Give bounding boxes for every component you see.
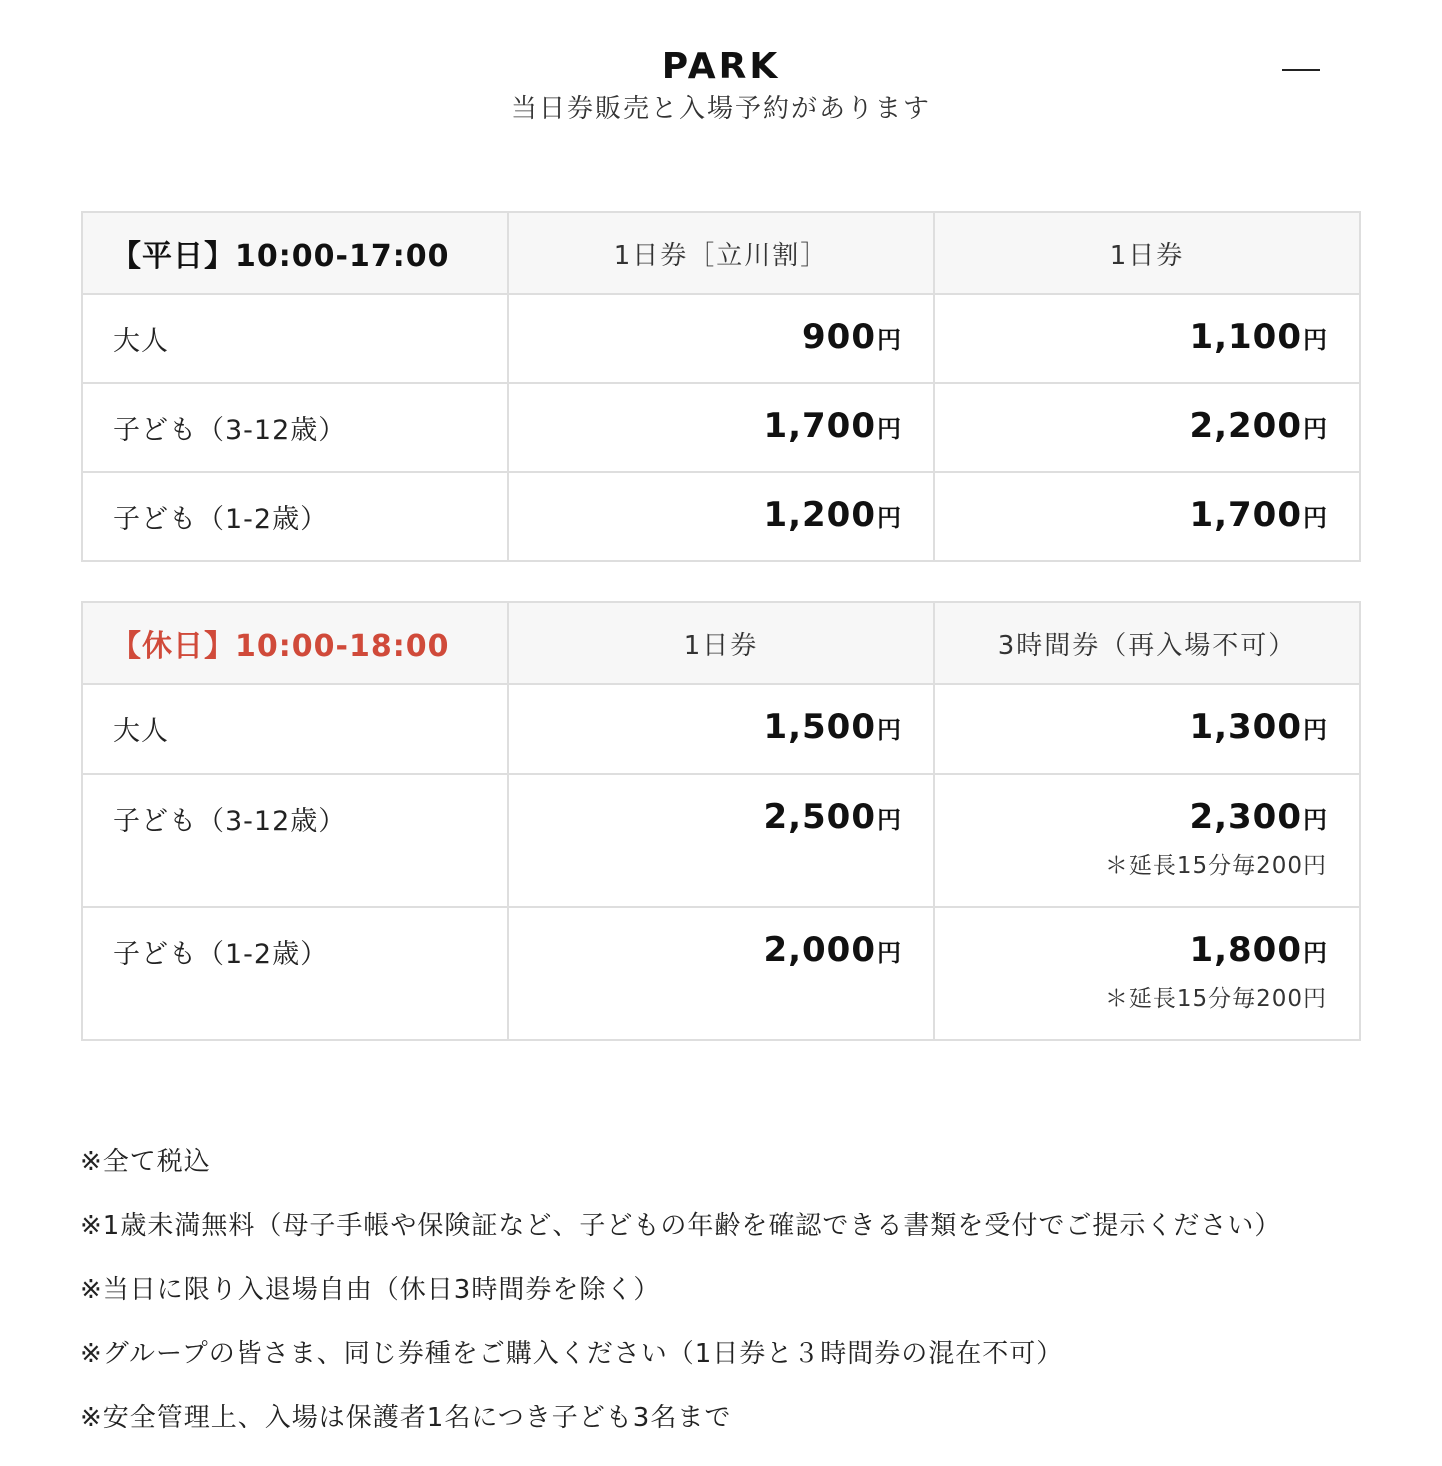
price-amount: 2,300	[1189, 797, 1302, 837]
price-amount: 2,500	[763, 797, 876, 837]
price-cell	[508, 294, 934, 383]
table-row	[82, 774, 1360, 907]
price-amount: 1,300	[1189, 707, 1302, 747]
column-header: 3時間券（再入場不可）	[934, 602, 1360, 684]
weekday-period-header: 【平日】10:00-17:00	[82, 212, 508, 294]
column-header: 1日券	[508, 602, 934, 684]
currency-unit: 円	[877, 716, 901, 744]
price-amount: 900	[802, 317, 876, 357]
price-cell	[934, 907, 1360, 1040]
currency-unit: 円	[877, 504, 901, 532]
weekday-price-table	[81, 211, 1361, 562]
note-item: ※1歳未満無料（母子手帳や保険証など、子どもの年齢を確認できる書類を受付でご提示ください）	[80, 1211, 1282, 1241]
price-cell	[508, 684, 934, 774]
holiday-price-table	[81, 601, 1361, 1041]
price-amount: 1,700	[1189, 495, 1302, 535]
price-cell	[508, 774, 934, 907]
extension-note: ＊延長15分毎200円	[1104, 986, 1327, 1012]
extension-note: ＊延長15分毎200円	[1104, 853, 1327, 879]
price-cell	[508, 907, 934, 1040]
price-cell	[508, 472, 934, 561]
price-cell	[934, 774, 1360, 907]
currency-unit: 円	[877, 415, 901, 443]
price-amount: 2,200	[1189, 406, 1302, 446]
price-cell	[508, 383, 934, 472]
menu-icon	[1282, 69, 1320, 71]
table-row	[82, 383, 1360, 472]
row-label: 子ども（1-2歳）	[82, 907, 508, 1040]
page-title: PARK	[661, 46, 781, 88]
table-row	[82, 472, 1360, 561]
menu-button[interactable]	[1270, 56, 1330, 86]
price-cell	[934, 383, 1360, 472]
price-amount: 1,100	[1189, 317, 1302, 357]
table-header-row	[82, 212, 1360, 294]
note-item: ※グループの皆さま、同じ券種をご購入ください（1日券と３時間券の混在不可）	[80, 1339, 1064, 1369]
price-amount: 1,500	[763, 707, 876, 747]
price-amount: 2,000	[763, 930, 876, 970]
price-amount: 1,200	[763, 495, 876, 535]
column-header: 1日券［立川割］	[508, 212, 934, 294]
page-subtitle: 当日券販売と入場予約があります	[510, 94, 931, 124]
column-header: 1日券	[934, 212, 1360, 294]
currency-unit: 円	[877, 806, 901, 834]
currency-unit: 円	[1303, 504, 1327, 532]
note-item: ※安全管理上、入場は保護者1名につき子ども3名まで	[80, 1403, 732, 1433]
row-label: 子ども（1-2歳）	[82, 472, 508, 561]
note-item: ※当日に限り入退場自由（休日3時間券を除く）	[80, 1275, 661, 1305]
holiday-period-header: 【休日】10:00-18:00	[82, 602, 508, 684]
note-item: ※全て税込	[80, 1147, 211, 1177]
currency-unit: 円	[1303, 716, 1327, 744]
notes-list	[80, 1140, 1360, 1460]
price-cell	[934, 294, 1360, 383]
table-header-row	[82, 602, 1360, 684]
price-cell	[934, 684, 1360, 774]
table-row	[82, 684, 1360, 774]
row-label: 子ども（3-12歳）	[82, 774, 508, 907]
row-label: 大人	[82, 684, 508, 774]
price-cell	[934, 472, 1360, 561]
currency-unit: 円	[1303, 806, 1327, 834]
table-row	[82, 294, 1360, 383]
currency-unit: 円	[1303, 415, 1327, 443]
currency-unit: 円	[1303, 326, 1327, 354]
currency-unit: 円	[877, 939, 901, 967]
price-amount: 1,700	[763, 406, 876, 446]
currency-unit: 円	[877, 326, 901, 354]
table-row	[82, 907, 1360, 1040]
price-amount: 1,800	[1189, 930, 1302, 970]
currency-unit: 円	[1303, 939, 1327, 967]
row-label: 大人	[82, 294, 508, 383]
row-label: 子ども（3-12歳）	[82, 383, 508, 472]
